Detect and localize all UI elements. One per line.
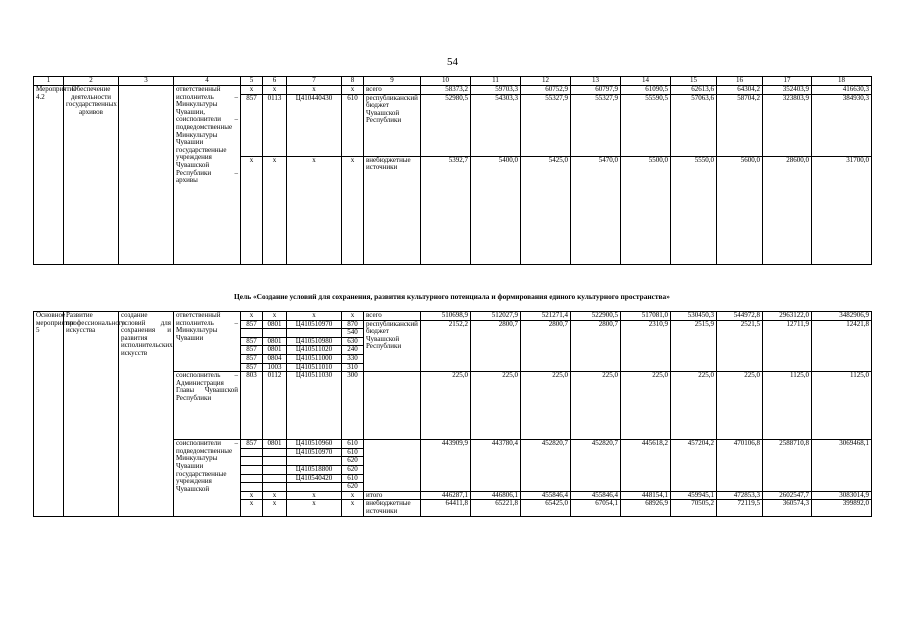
rzpr-cell [263, 474, 287, 483]
value-cell: 517081,0 [621, 312, 671, 321]
grbs-cell [241, 483, 263, 492]
value-cell: 544972,8 [717, 312, 763, 321]
value-cell: 2963122,0 [763, 312, 812, 321]
rzpr-cell: 0113 [263, 94, 287, 156]
event-cell: Мероприятие 4.2 [34, 86, 64, 265]
grbs-cell: 857 [241, 320, 263, 329]
executor-cell: соисполнитель – Администрация Главы Чувашской Республики [174, 372, 241, 440]
csr-cell: Ц410511010 [287, 363, 342, 372]
value-cell: 52980,5 [421, 94, 471, 156]
col-num: 16 [717, 77, 763, 86]
value-cell: 2515,9 [671, 320, 717, 372]
value-cell: 2310,9 [621, 320, 671, 372]
csr-cell: Ц410510980 [287, 337, 342, 346]
value-cell: 510698,9 [421, 312, 471, 321]
col-num: 12 [521, 77, 571, 86]
source-cell: всего [364, 312, 421, 321]
vr-cell: 620 [342, 465, 364, 474]
col-num: 14 [621, 77, 671, 86]
source-cell: внебюджетные источники [364, 500, 421, 516]
value-cell: 448154,1 [621, 491, 671, 500]
value-cell: 521271,4 [521, 312, 571, 321]
value-cell: 512027,9 [471, 312, 521, 321]
rzpr-cell: 0801 [263, 337, 287, 346]
vr-cell: x [342, 156, 364, 264]
vr-cell: 540 [342, 329, 364, 338]
rzpr-cell: 0801 [263, 320, 287, 329]
csr-cell: Ц410511020 [287, 346, 342, 355]
source-cell: итого [364, 491, 421, 500]
grbs-cell [241, 465, 263, 474]
col-num: 11 [471, 77, 521, 86]
value-cell: 2800,7 [571, 320, 621, 372]
vr-cell: x [342, 491, 364, 500]
csr-cell [287, 329, 342, 338]
grbs-cell: 857 [241, 346, 263, 355]
rzpr-cell [263, 329, 287, 338]
grbs-cell: x [241, 86, 263, 95]
csr-cell: Ц410510970 [287, 448, 342, 457]
rzpr-cell: x [263, 500, 287, 516]
col-num: 8 [342, 77, 364, 86]
value-cell: 2152,2 [421, 320, 471, 372]
col-num: 4 [174, 77, 241, 86]
grbs-cell: x [241, 312, 263, 321]
vr-cell: 620 [342, 483, 364, 492]
value-cell: 5550,0 [671, 156, 717, 264]
value-cell: 28600,0 [763, 156, 812, 264]
grbs-cell: x [241, 500, 263, 516]
program-table-part-1 [33, 76, 872, 265]
value-cell: 62613,6 [671, 86, 717, 95]
col-num: 10 [421, 77, 471, 86]
csr-cell: x [287, 500, 342, 516]
value-cell: 12711,9 [763, 320, 812, 372]
vr-cell: 330 [342, 354, 364, 363]
value-cell: 443780,4 [471, 440, 521, 492]
value-cell: 452820,7 [521, 440, 571, 492]
rzpr-cell: 0801 [263, 440, 287, 449]
grbs-cell [241, 474, 263, 483]
col-num: 13 [571, 77, 621, 86]
rzpr-cell: 0112 [263, 372, 287, 440]
value-cell: 72119,5 [717, 500, 763, 516]
value-cell: 225,0 [621, 372, 671, 440]
table-row [34, 86, 872, 95]
source-cell: внебюджетные источники [364, 156, 421, 264]
rzpr-cell [263, 465, 287, 474]
col-num: 3 [119, 77, 174, 86]
col-num: 6 [263, 77, 287, 86]
csr-cell [287, 483, 342, 492]
program-table-part-2 [33, 311, 872, 517]
col-num: 5 [241, 77, 263, 86]
value-cell: 68926,9 [621, 500, 671, 516]
source-cell: всего [364, 86, 421, 95]
value-cell: 455846,4 [521, 491, 571, 500]
value-cell: 58704,2 [717, 94, 763, 156]
event-name-cell: Обеспечение деятельности государственных архивов [64, 86, 119, 265]
value-cell: 530450,3 [671, 312, 717, 321]
value-cell: 225,0 [571, 372, 621, 440]
value-cell: 64411,8 [421, 500, 471, 516]
csr-cell: Ц410510970 [287, 320, 342, 329]
value-cell: 446287,1 [421, 491, 471, 500]
goal-heading: Цель «Создание условий для сохранения, развития культурного потенциала и формирования единого культурного пространства» [234, 292, 670, 301]
value-cell: 65425,0 [521, 500, 571, 516]
value-cell: 472853,3 [717, 491, 763, 500]
executor-cell: ответственный исполнитель – Минкультуры Чувашии, соисполнители – подведомственные Минкультуры Чувашии государственные учреждения Чувашской Республики – архивы [174, 86, 241, 265]
csr-cell: Ц410440430 [287, 94, 342, 156]
value-cell: 61090,5 [621, 86, 671, 95]
value-cell: 225,0 [421, 372, 471, 440]
value-cell: 225,0 [717, 372, 763, 440]
col-num: 15 [671, 77, 717, 86]
vr-cell: 630 [342, 337, 364, 346]
rzpr-cell [263, 457, 287, 466]
csr-cell: x [287, 86, 342, 95]
value-cell: 70505,2 [671, 500, 717, 516]
value-cell: 2602547,7 [763, 491, 812, 500]
vr-cell: 610 [342, 448, 364, 457]
value-cell: 5500,0 [621, 156, 671, 264]
value-cell: 399892,0 [812, 500, 872, 516]
value-cell: 384930,3 [812, 94, 872, 156]
csr-cell: Ц410510960 [287, 440, 342, 449]
csr-cell: x [287, 312, 342, 321]
value-cell: 67054,1 [571, 500, 621, 516]
vr-cell: 300 [342, 372, 364, 440]
value-cell: 225,0 [471, 372, 521, 440]
csr-cell: Ц410540420 [287, 474, 342, 483]
rzpr-cell: 0801 [263, 346, 287, 355]
value-cell: 60752,9 [521, 86, 571, 95]
csr-cell: Ц410511030 [287, 372, 342, 440]
value-cell: 452820,7 [571, 440, 621, 492]
grbs-cell: 857 [241, 440, 263, 449]
source-cell: республиканский бюджет Чувашской Республики [364, 320, 421, 372]
vr-cell: x [342, 500, 364, 516]
value-cell: 522900,5 [571, 312, 621, 321]
rzpr-cell: 0804 [263, 354, 287, 363]
vr-cell: 610 [342, 94, 364, 156]
vr-cell: 240 [342, 346, 364, 355]
rzpr-cell: x [263, 312, 287, 321]
value-cell: 55327,9 [571, 94, 621, 156]
col-num: 1 [34, 77, 64, 86]
executor-cell: ответственный исполнитель – Минкультуры Чувашии [174, 312, 241, 372]
task-cell [119, 86, 174, 265]
rzpr-cell [263, 483, 287, 492]
vr-cell: x [342, 312, 364, 321]
grbs-cell: 857 [241, 354, 263, 363]
csr-cell: Ц410518800 [287, 465, 342, 474]
csr-cell: Ц410511000 [287, 354, 342, 363]
rzpr-cell: 1003 [263, 363, 287, 372]
vr-cell: 610 [342, 440, 364, 449]
event-name-cell: Развитие профессионального искусства [64, 312, 119, 517]
value-cell: 5400,0 [471, 156, 521, 264]
vr-cell: 620 [342, 457, 364, 466]
value-cell: 5470,0 [571, 156, 621, 264]
rzpr-cell: x [263, 156, 287, 264]
col-num: 7 [287, 77, 342, 86]
col-num: 17 [763, 77, 812, 86]
vr-cell: 870 [342, 320, 364, 329]
grbs-cell: 803 [241, 372, 263, 440]
value-cell: 3069468,1 [812, 440, 872, 492]
grbs-cell: x [241, 491, 263, 500]
task-cell: создание условий для сохранения и развития исполнительских искусств [119, 312, 174, 517]
value-cell: 225,0 [521, 372, 571, 440]
value-cell: 54303,3 [471, 94, 521, 156]
value-cell: 3482906,9 [812, 312, 872, 321]
value-cell: 31700,0 [812, 156, 872, 264]
source-cell [364, 372, 421, 440]
executor-cell: соисполнители – подведомственные Минкультуры Чувашии государственные учреждения Чувашской [174, 440, 241, 516]
value-cell: 323803,9 [763, 94, 812, 156]
page-number: 54 [447, 56, 458, 68]
rzpr-cell [263, 448, 287, 457]
value-cell: 459945,1 [671, 491, 717, 500]
value-cell: 60797,9 [571, 86, 621, 95]
value-cell: 1125,0 [812, 372, 872, 440]
value-cell: 2521,5 [717, 320, 763, 372]
rzpr-cell: x [263, 491, 287, 500]
value-cell: 352403,9 [763, 86, 812, 95]
value-cell: 1125,0 [763, 372, 812, 440]
value-cell: 12421,8 [812, 320, 872, 372]
value-cell: 55590,5 [621, 94, 671, 156]
vr-cell: 310 [342, 363, 364, 372]
value-cell: 65221,8 [471, 500, 521, 516]
value-cell: 2588710,8 [763, 440, 812, 492]
event-cell: Основное мероприятие 5 [34, 312, 64, 517]
col-num: 18 [812, 77, 872, 86]
vr-cell: x [342, 86, 364, 95]
grbs-cell: 857 [241, 337, 263, 346]
source-cell: республиканский бюджет Чувашской Республики [364, 94, 421, 156]
col-num: 9 [364, 77, 421, 86]
grbs-cell [241, 457, 263, 466]
value-cell: 3083014,9 [812, 491, 872, 500]
value-cell: 5392,7 [421, 156, 471, 264]
grbs-cell: 857 [241, 363, 263, 372]
csr-cell: x [287, 491, 342, 500]
value-cell: 64304,2 [717, 86, 763, 95]
value-cell: 2800,7 [521, 320, 571, 372]
value-cell: 446806,1 [471, 491, 521, 500]
csr-cell: x [287, 156, 342, 264]
value-cell: 57063,6 [671, 94, 717, 156]
grbs-cell: x [241, 156, 263, 264]
value-cell: 59703,3 [471, 86, 521, 95]
grbs-cell: 857 [241, 94, 263, 156]
value-cell: 55327,9 [521, 94, 571, 156]
value-cell: 5425,0 [521, 156, 571, 264]
vr-cell: 610 [342, 474, 364, 483]
value-cell: 225,0 [671, 372, 717, 440]
value-cell: 416630,3 [812, 86, 872, 95]
source-cell [364, 440, 421, 492]
value-cell: 455846,4 [571, 491, 621, 500]
value-cell: 470106,8 [717, 440, 763, 492]
grbs-cell [241, 448, 263, 457]
value-cell: 360574,3 [763, 500, 812, 516]
value-cell: 2800,7 [471, 320, 521, 372]
rzpr-cell: x [263, 86, 287, 95]
table-row [34, 312, 872, 321]
value-cell: 58373,2 [421, 86, 471, 95]
value-cell: 445618,2 [621, 440, 671, 492]
value-cell: 457204,2 [671, 440, 717, 492]
value-cell: 5600,0 [717, 156, 763, 264]
value-cell: 443909,9 [421, 440, 471, 492]
col-num: 2 [64, 77, 119, 86]
grbs-cell [241, 329, 263, 338]
